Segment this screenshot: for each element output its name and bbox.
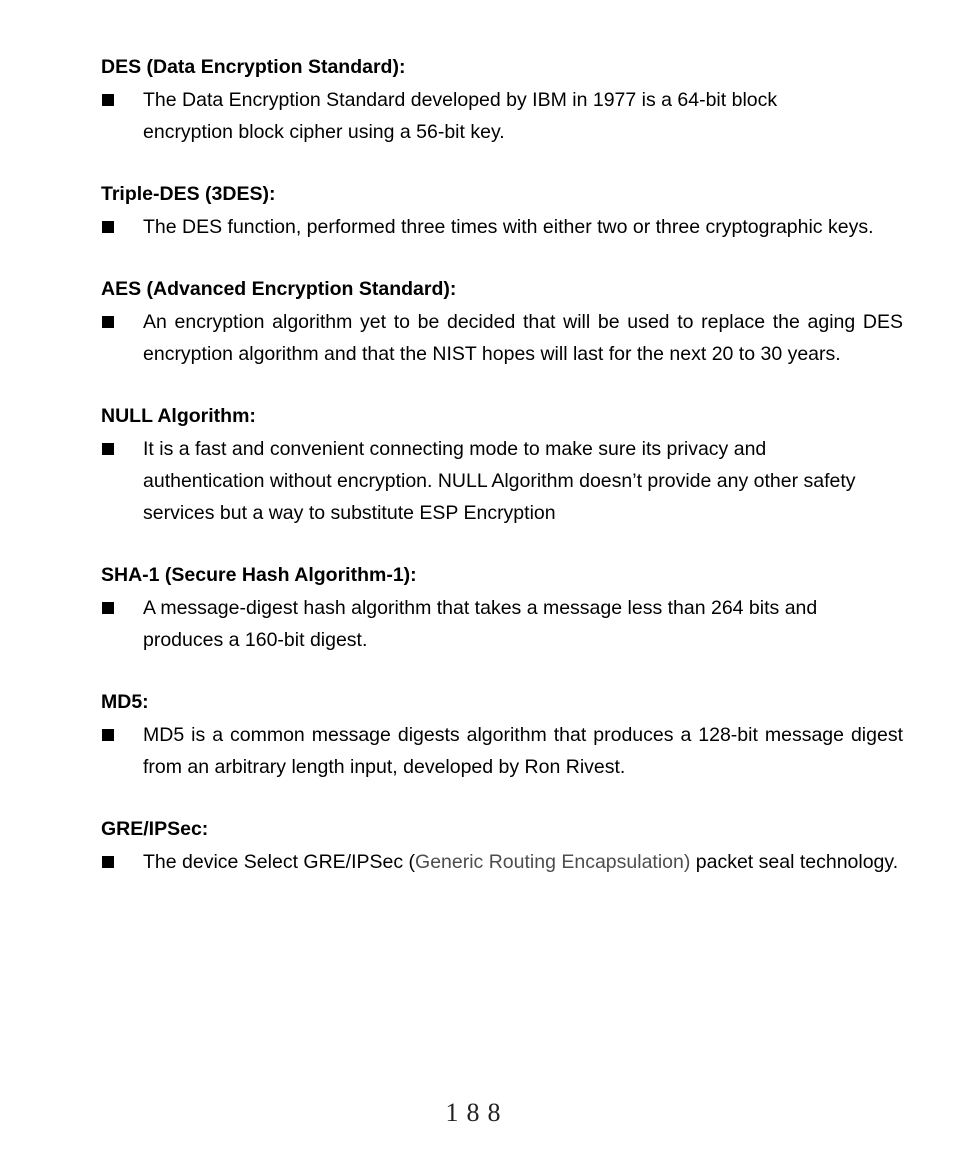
section-aes [101, 276, 903, 370]
square-bullet-icon [102, 729, 114, 741]
section-triple-des [101, 181, 903, 243]
bullet-item [101, 592, 903, 656]
section-heading: MD5: [101, 691, 149, 713]
document-page [101, 54, 903, 878]
section-sha1 [101, 562, 903, 656]
square-bullet-icon [102, 316, 114, 328]
section-des [101, 54, 903, 148]
section-null-algorithm [101, 403, 903, 529]
section-heading: NULL Algorithm: [101, 405, 256, 427]
section-md5 [101, 689, 903, 783]
bullet-text: The Data Encryption Standard developed by IBM in 1977 is a 64-bit block encryption block cipher using a 56-bit key. [143, 89, 778, 143]
bullet-text: A message-digest hash algorithm that takes a message less than 264 bits and produces a 160-bit digest. [143, 597, 818, 651]
bullet-text: The DES function, performed three times with either two or three cryptographic keys. [143, 216, 874, 238]
square-bullet-icon [102, 443, 114, 455]
bullet-item [101, 211, 903, 243]
bullet-text: An encryption algorithm yet to be decided that will be used to replace the aging DES encryption algorithm and that the NIST hopes will last for the next 20 to 30 years. [143, 311, 903, 365]
bullet-item [101, 433, 903, 529]
section-heading: Triple-DES (3DES): [101, 183, 276, 205]
section-heading: SHA-1 (Secure Hash Algorithm-1): [101, 564, 417, 586]
square-bullet-icon [102, 94, 114, 106]
section-heading: AES (Advanced Encryption Standard): [101, 278, 457, 300]
bullet-item [101, 84, 903, 148]
page-number: 188 [445, 1098, 509, 1127]
square-bullet-icon [102, 602, 114, 614]
section-gre-ipsec [101, 816, 903, 878]
bullet-item [101, 719, 903, 783]
section-heading: GRE/IPSec: [101, 818, 209, 840]
bullet-text-grey-part: Generic Routing Encapsulation) [415, 851, 691, 873]
square-bullet-icon [102, 221, 114, 233]
bullet-item [101, 306, 903, 370]
square-bullet-icon [102, 856, 114, 868]
bullet-text-part: The device Select GRE/IPSec ( [143, 851, 416, 873]
bullet-text-part: packet seal technology. [690, 851, 899, 873]
bullet-text: MD5 is a common message digests algorithm that produces a 128-bit message digest from an arbitrary length input, developed by Ron Rivest. [143, 724, 903, 778]
bullet-text: It is a fast and convenient connecting mode to make sure its privacy and authentication without encryption. NULL Algorithm doesn’t provide any other safety services but a way to substitute ESP Encryption [143, 438, 856, 524]
bullet-text [143, 846, 903, 878]
section-heading: DES (Data Encryption Standard): [101, 56, 406, 78]
bullet-item [101, 846, 903, 878]
